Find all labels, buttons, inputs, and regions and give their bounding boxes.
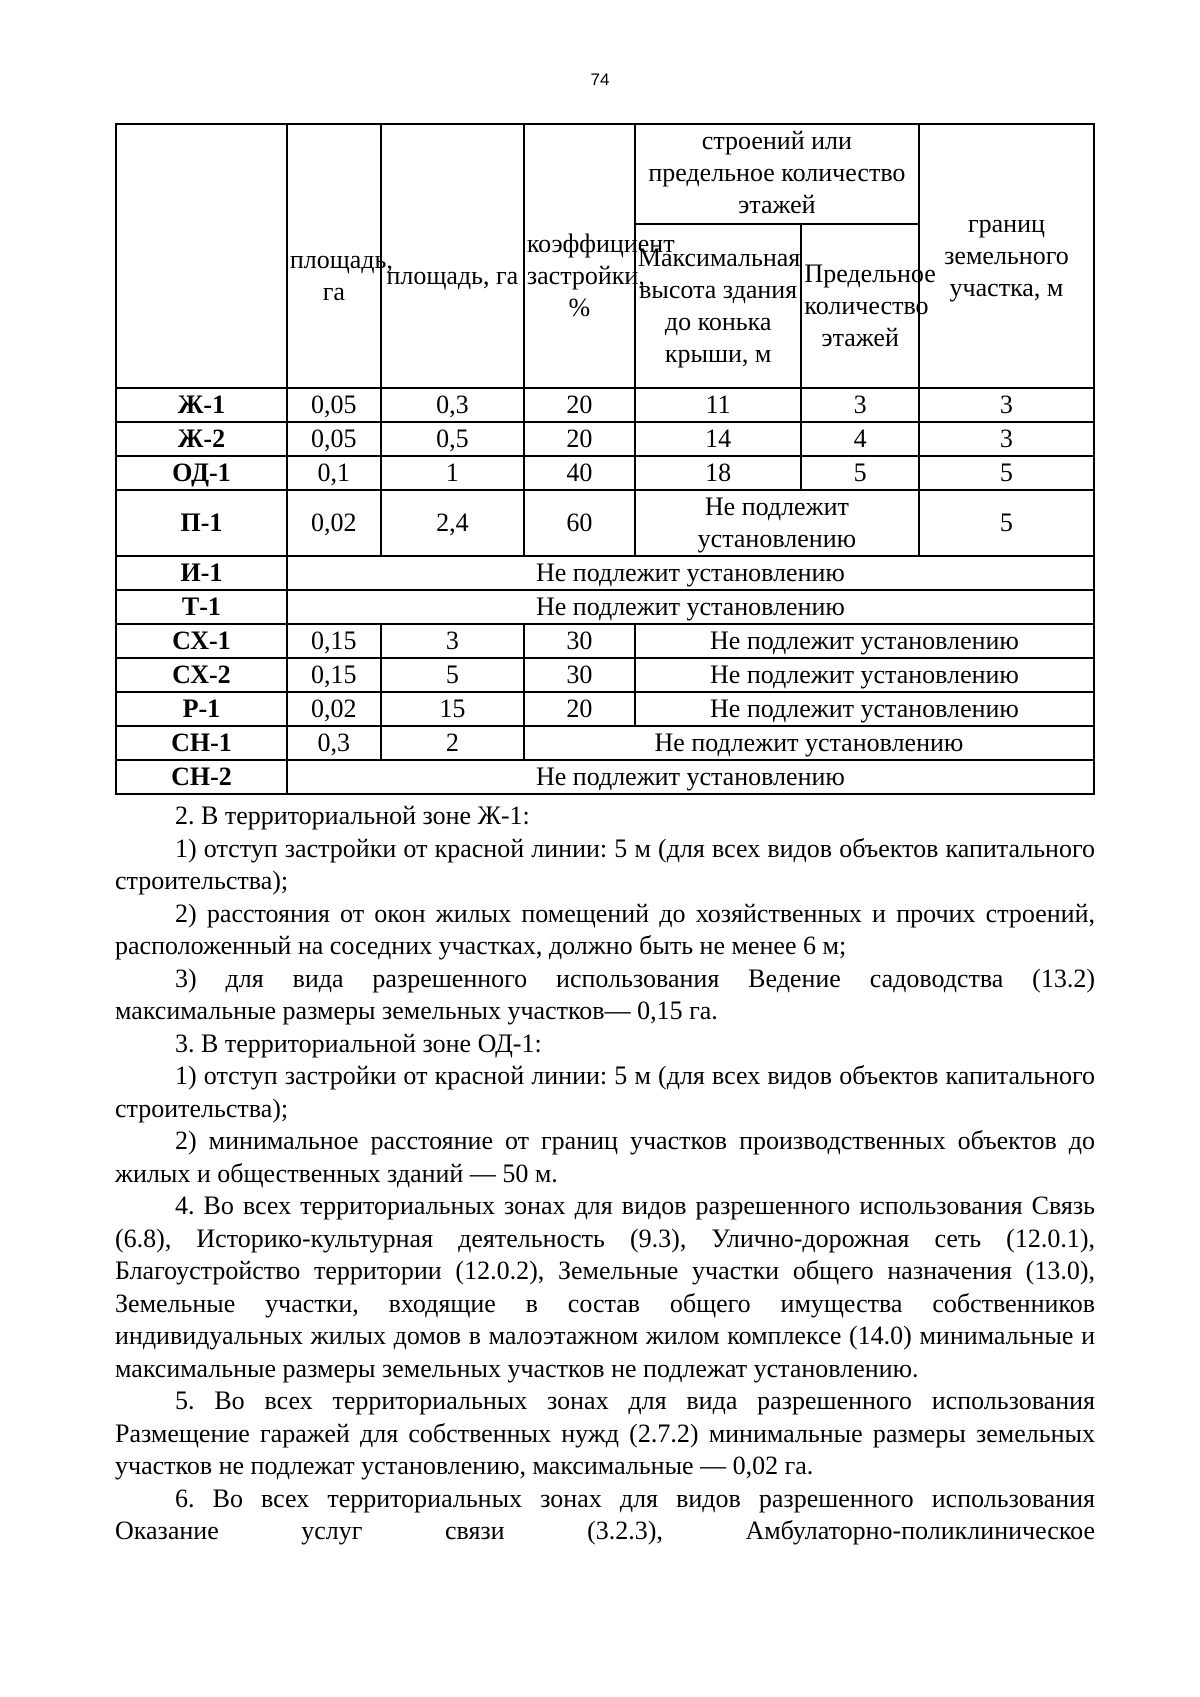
max-floors: 4 [801,422,918,456]
coefficient: 20 [524,388,635,422]
table-row [116,760,1094,794]
zone-code: СХ-1 [116,624,287,658]
merged-value: Не подлежит установлению [635,692,1094,726]
coefficient: 20 [524,422,635,456]
zone-code: СН-2 [116,760,287,794]
zone-code: ОД-1 [116,456,287,490]
table-row [116,692,1094,726]
area-min: 0,3 [287,726,381,760]
header-building-coefficient: коэффициент застройки, % [524,124,635,388]
header-max-floors: Предельное количество этажей [801,224,918,388]
setback: 5 [919,456,1094,490]
paragraph: 1) отступ застройки от красной линии: 5 м (для всех видов объектов капитального строительства); [115,1061,1095,1123]
paragraph: 2. В территориальной зоне Ж-1: [175,801,530,830]
setback: 3 [919,388,1094,422]
zone-code: Р-1 [116,692,287,726]
setback: 5 [919,490,1094,556]
setback: 3 [919,422,1094,456]
zone-code: Т-1 [116,590,287,624]
table-row [116,490,1094,556]
area-min: 0,02 [287,692,381,726]
max-height: 18 [635,456,802,490]
paragraph: 1) отступ застройки от красной линии: 5 м (для всех видов объектов капитального строительства); [115,833,1095,895]
zone-code: П-1 [116,490,287,556]
table-row [116,388,1094,422]
table-row [116,422,1094,456]
area-min: 0,02 [287,490,381,556]
paragraph: 4. Во всех территориальных зонах для видов разрешенного использования Связь (6.8), Историко-культурная деятельность (9.3), Улично-дорожная сеть (12.0.1), Благоустройство территории (12.0.2), Земельные участки общего назначения (13.0), Земельные участки, входящие в состав общего имущества собственников индивидуальных жилых домов в малоэтажном жилом комплексе (14.0) минимальные и максимальные размеры земельных участков не подлежат установлению. [115,1191,1095,1383]
area-max: 0,5 [381,422,524,456]
paragraph: 3. В территориальной зоне ОД-1: [175,1028,542,1058]
max-floors: 5 [801,456,918,490]
max-floors: 3 [801,388,918,422]
paragraph: 6. Во всех территориальных зонах для видов разрешенного использования Оказание услуг связи (3.2.3), Амбулаторно-поликлиническое [115,1483,1095,1545]
merged-value: Не подлежит установлению [635,658,1094,692]
table-row [116,658,1094,692]
header-setback: границ земельного участка, м [919,124,1094,388]
zone-code: СН-1 [116,726,287,760]
merged-value: Не подлежит установлению [287,556,1094,590]
header-max-height: Максимальная высота здания до конька крыши, м [635,224,802,388]
area-min: 0,05 [287,388,381,422]
coefficient: 30 [524,658,635,692]
paragraph: 3) для вида разрешенного использования Ведение садоводства (13.2) максимальные размеры земельных участков— 0,15 га. [115,963,1095,1025]
header-zone-code [116,124,287,388]
paragraph: 5. Во всех территориальных зонах для вида разрешенного использования Размещение гаражей для собственных нужд (2.7.2) минимальные размеры земельных участков не подлежат установлению, максимальные — 0,02 га. [115,1386,1095,1480]
area-min: 0,15 [287,658,381,692]
coefficient: 30 [524,624,635,658]
area-max: 15 [381,692,524,726]
header-area-max: площадь, га [381,124,524,388]
table-row [116,590,1094,624]
area-max: 2 [381,726,524,760]
area-max: 0,3 [381,388,524,422]
height-floors-merged: Не подлежит установлению [635,490,919,556]
merged-value: Не подлежит установлению [524,726,1094,760]
zone-code: СХ-2 [116,658,287,692]
coefficient: 20 [524,692,635,726]
area-min: 0,15 [287,624,381,658]
page-number: 74 [590,70,610,89]
table-row [116,556,1094,590]
table-row [116,726,1094,760]
merged-value: Не подлежит установлению [287,590,1094,624]
area-min: 0,1 [287,456,381,490]
coefficient: 40 [524,456,635,490]
area-max: 2,4 [381,490,524,556]
table-row [116,456,1094,490]
zone-code: И-1 [116,556,287,590]
max-height: 14 [635,422,802,456]
paragraph: 2) расстояния от окон жилых помещений до хозяйственных и прочих строений, расположенный на соседних участках, должно быть не менее 6 м; [115,898,1095,960]
zone-parameters-table [115,123,1095,795]
area-max: 3 [381,624,524,658]
table-row [116,624,1094,658]
area-max: 1 [381,456,524,490]
body-text [115,800,1095,1548]
coefficient: 60 [524,490,635,556]
area-max: 5 [381,658,524,692]
header-area-min: площадь, га [287,124,381,388]
header-floors-group: строений или предельное количество этажей [635,124,919,224]
max-height: 11 [635,388,802,422]
zone-code: Ж-2 [116,422,287,456]
paragraph: 2) минимальное расстояние от границ участков производственных объектов до жилых и общественных зданий — 50 м. [115,1126,1095,1188]
zone-code: Ж-1 [116,388,287,422]
area-min: 0,05 [287,422,381,456]
merged-value: Не подлежит установлению [287,760,1094,794]
merged-value: Не подлежит установлению [635,624,1094,658]
